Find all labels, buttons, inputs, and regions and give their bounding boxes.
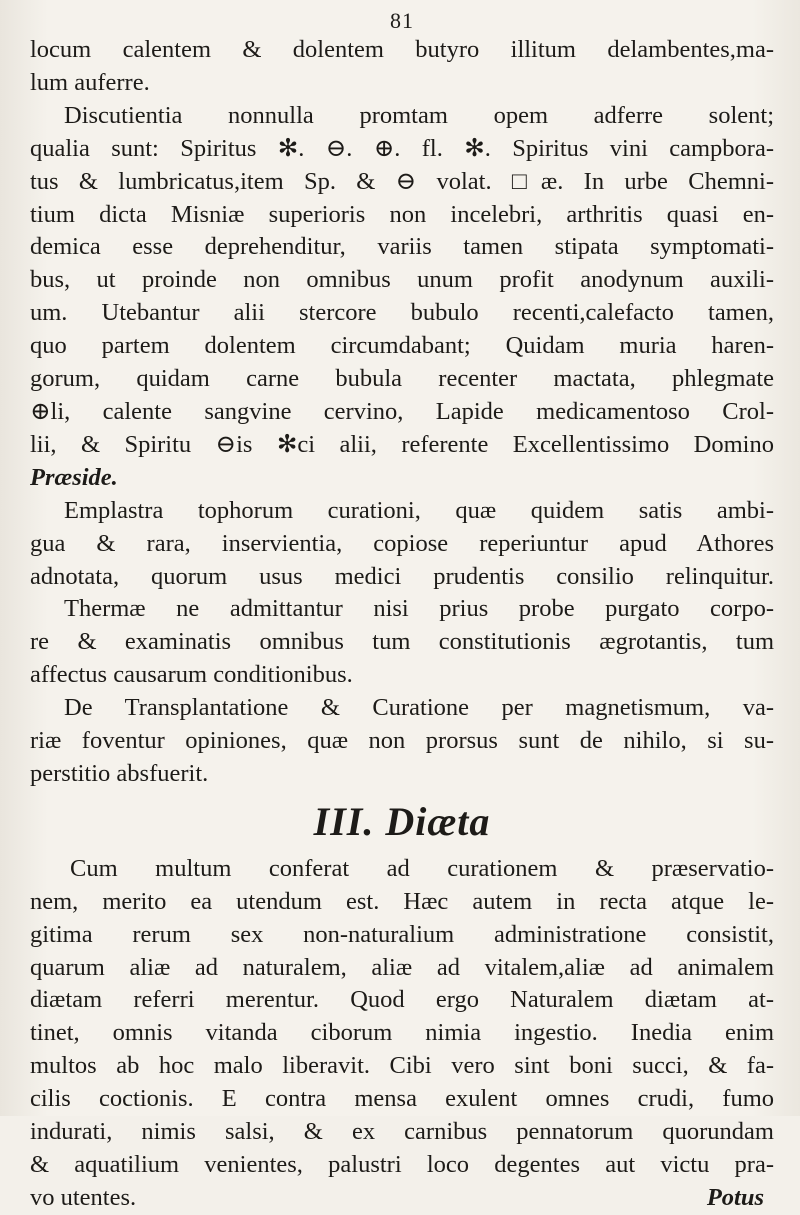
text-line-33: indurati, nimis salsi, & ex carnibus pennatorum quorundam [30, 1118, 774, 1146]
text-line-29: diætam referri merentur. Quod ergo Naturalem diætam at- [30, 986, 774, 1014]
text-line-34: & aquatilium venientes, palustri loco degentes aut victu pra- [30, 1151, 774, 1178]
text-line-13: lii, & Spiritu ⊖is ✻ci alii, referente Excellentissimo Domino [30, 430, 774, 458]
text-line-25: Cum multum conferat ad curationem & præservatio- [70, 854, 774, 882]
text-line-6: tium dicta Misniæ superioris non incelebri, arthritis quasi en- [30, 200, 774, 228]
text-line-3: Discutientia nonnulla promtam opem adferre solent; [64, 101, 774, 129]
text-line-23: perstitio absfuerit. [30, 759, 209, 787]
text-line-27: gitima rerum sex non-naturalium administratione consistit, [30, 920, 774, 948]
text-line-5: tus & lumbricatus,item Sp. & ⊖ volat. □æ. In urbe Chemni- [30, 167, 774, 195]
text-line-11: gorum, quidam carne bubula recenter mactata, phlegmate [30, 365, 774, 393]
text-line-17: adnotata, quorum usus medici prudentis consilio relinquitur. [30, 562, 774, 590]
text-line-18: Thermæ ne admittantur nisi prius probe purgato corpo- [64, 595, 774, 623]
text-line-28: quarum aliæ ad naturalem, aliæ ad vitalem,aliæ ad animalem [30, 953, 774, 981]
text-line-30: tinet, omnis vitanda ciborum nimia ingestio. Inedia enim [30, 1019, 774, 1047]
text-line-35: vo utentes. [30, 1183, 137, 1211]
text-line-4: qualia sunt: Spiritus ✻. ⊖. ⊕. fl. ✻. Spiritus vini campbora- [30, 134, 774, 162]
text-line-2: lum auferre. [30, 68, 150, 96]
text-line-14: Præside. [30, 463, 118, 491]
text-line-32: cilis coctionis. E contra mensa exulent omnes crudi, fumo [30, 1085, 774, 1113]
text-line-16: gua & rara, inservientia, copiose reperiuntur apud Athores [30, 529, 774, 557]
catchword: Potus [706, 1183, 764, 1211]
section-heading: III. Diæta [313, 798, 491, 844]
text-line-7: demica esse deprehenditur, variis tamen stipata symptomati- [30, 233, 774, 261]
page-number: 81 [390, 8, 414, 33]
text-line-22: riæ foventur opiniones, quæ non prorsus sunt de nihilo, si su- [30, 727, 774, 755]
text-line-8: bus, ut proinde non omnibus unum profit anodynum auxili- [30, 266, 774, 294]
text-line-19: re & examinatis omnibus tum constitutionis ægrotantis, tum [30, 628, 774, 656]
text-line-21: De Transplantatione & Curatione per magnetismum, va- [64, 694, 774, 722]
text-line-26: nem, merito ea utendum est. Hæc autem in recta atque le- [30, 887, 774, 915]
text-line-15: Emplastra tophorum curationi, quæ quidem satis ambi- [64, 496, 774, 524]
text-line-20: affectus causarum conditionibus. [30, 661, 353, 689]
text-line-31: multos ab hoc malo liberavit. Cibi vero sint boni succi, & fa- [30, 1052, 774, 1080]
text-line-1: locum calentem & dolentem butyro illitum delambentes,ma- [30, 36, 774, 63]
text-line-12: ⊕li, calente sangvine cervino, Lapide medicamentoso Crol- [30, 397, 774, 425]
text-line-9: um. Utebantur alii stercore bubulo recenti,calefacto tamen, [30, 299, 774, 327]
text-line-10: quo partem dolentem circumdabant; Quidam muria haren- [30, 332, 774, 360]
